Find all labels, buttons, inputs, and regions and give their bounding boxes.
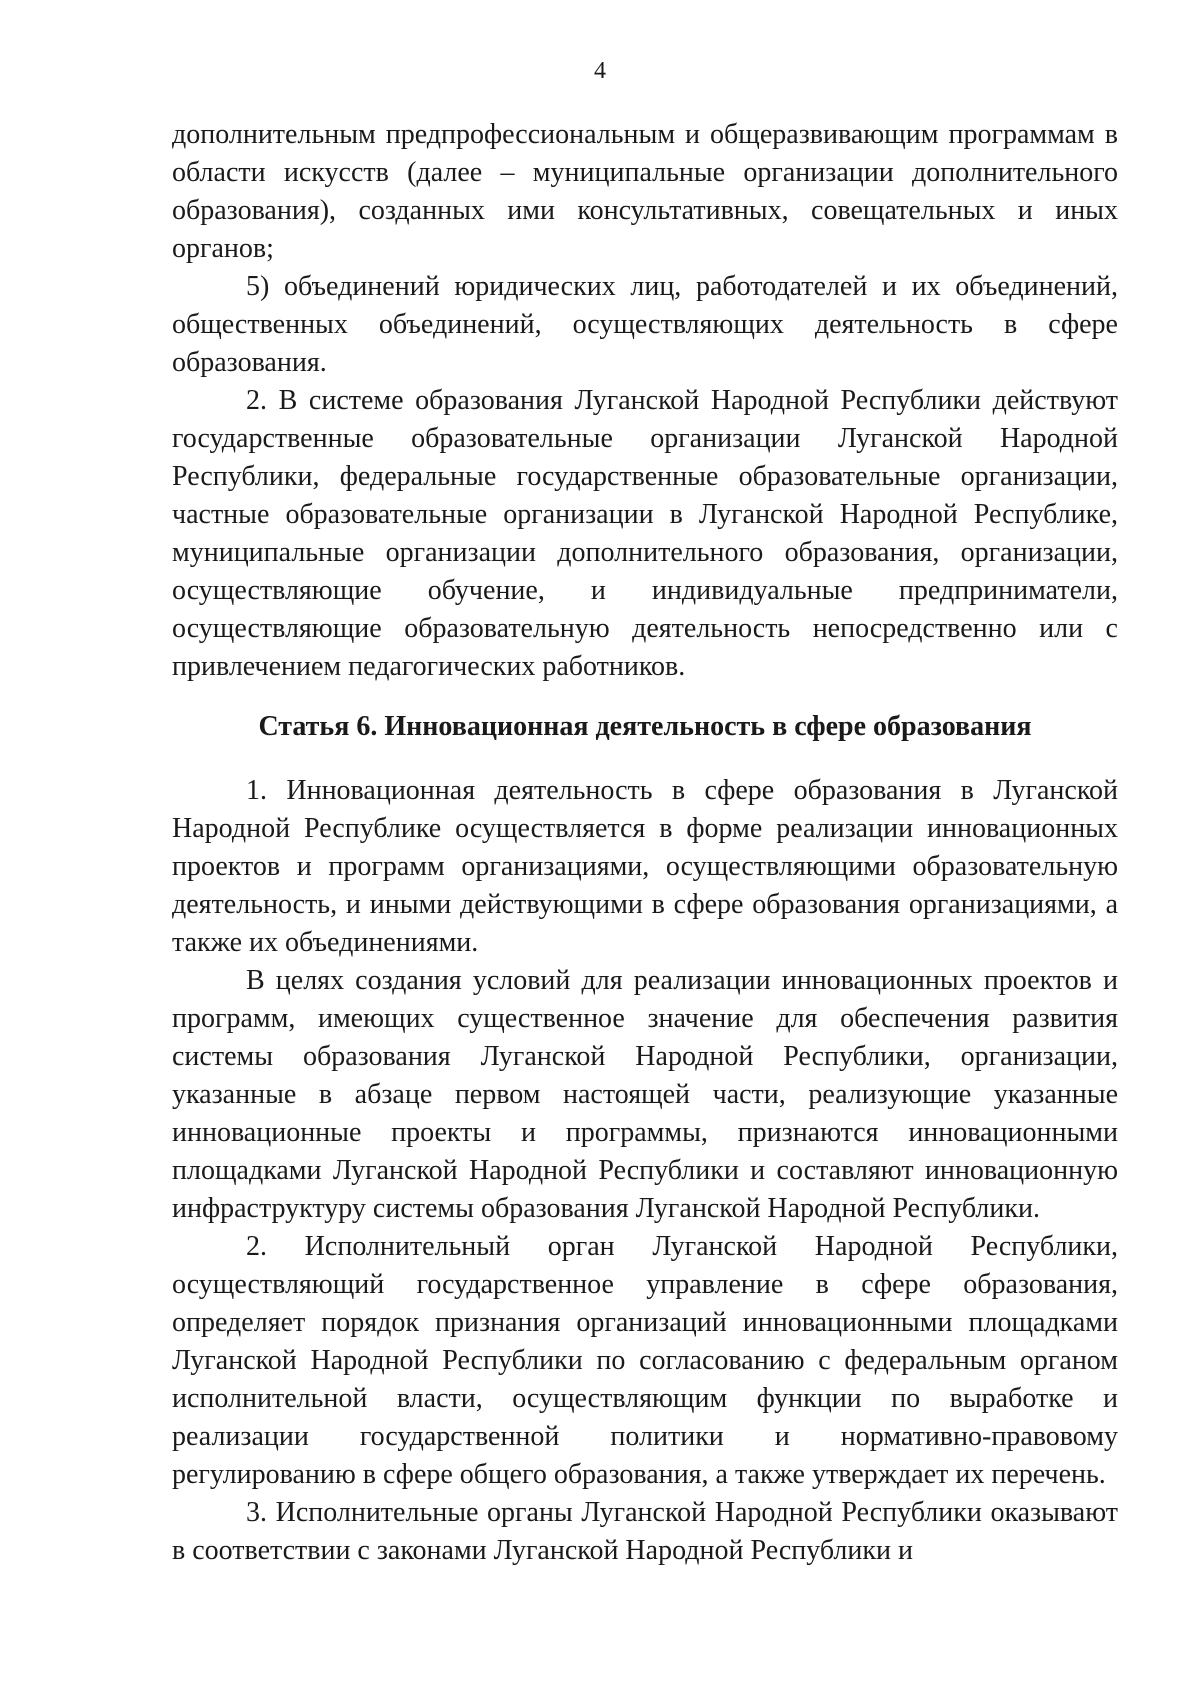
paragraph-article6-part-1-second: В целях создания условий для реализации инновационных проектов и программ, имеющих существенное значение для обеспечения развития системы образования Луганской Народной Республики, организации, указанные в абзаце первом настоящей части, реализующие указанные инновационные проекты и программы, признаются инновационными площадками Луганской Народной Республики и составляют инновационную инфраструктуру системы образования Луганской Народной Республики. (172, 965, 1118, 1224)
article-heading: Статья 6. Инновационная деятельность в сфере образования (258, 711, 1032, 742)
paragraph-part-2: 2. В системе образования Луганской Народной Республики действуют государственные образовательные организации Луганской Народной Республики, федеральные государственные образовательные организации, частные образовательные организации в Луганской Народной Республике, муниципальные организации дополнительного образования, организации, осуществляющие обучение, и индивидуальные предприниматели, осуществляющие образовательную деятельность непосредственно или с привлечением педагогических работников. (172, 385, 1118, 682)
paragraph-continuation: дополнительным предпрофессиональным и общеразвивающим программам в области искусств (далее – муниципальные организации дополнительного образования), созданных ими консультативных, совещательных и иных органов; (172, 119, 1118, 264)
paragraph-article6-part-3: 3. Исполнительные органы Луганской Народной Республики оказывают в соответствии с законами Луганской Народной Республики и (172, 1497, 1118, 1566)
paragraph-article6-part-1: 1. Инновационная деятельность в сфере образования в Луганской Народной Республике осуществляется в форме реализации инновационных проектов и программ организациями, осуществляющими образовательную деятельность, и иными действующими в сфере образования организациями, а также их объединениями. (172, 775, 1118, 958)
page-number: 4 (594, 58, 606, 84)
document-body (172, 116, 1118, 1570)
paragraph-article6-part-2: 2. Исполнительный орган Луганской Народной Республики, осуществляющий государственное управление в сфере образования, определяет порядок признания организаций инновационными площадками Луганской Народной Республики по согласованию с федеральным органом исполнительной власти, осуществляющим функции по выработке и реализации государственной политики и нормативно-правовому регулированию в сфере общего образования, а также утверждает их перечень. (172, 1231, 1118, 1490)
paragraph-item-5: 5) объединений юридических лиц, работодателей и их объединений, общественных объединений, осуществляющих деятельность в сфере образования. (172, 271, 1118, 378)
